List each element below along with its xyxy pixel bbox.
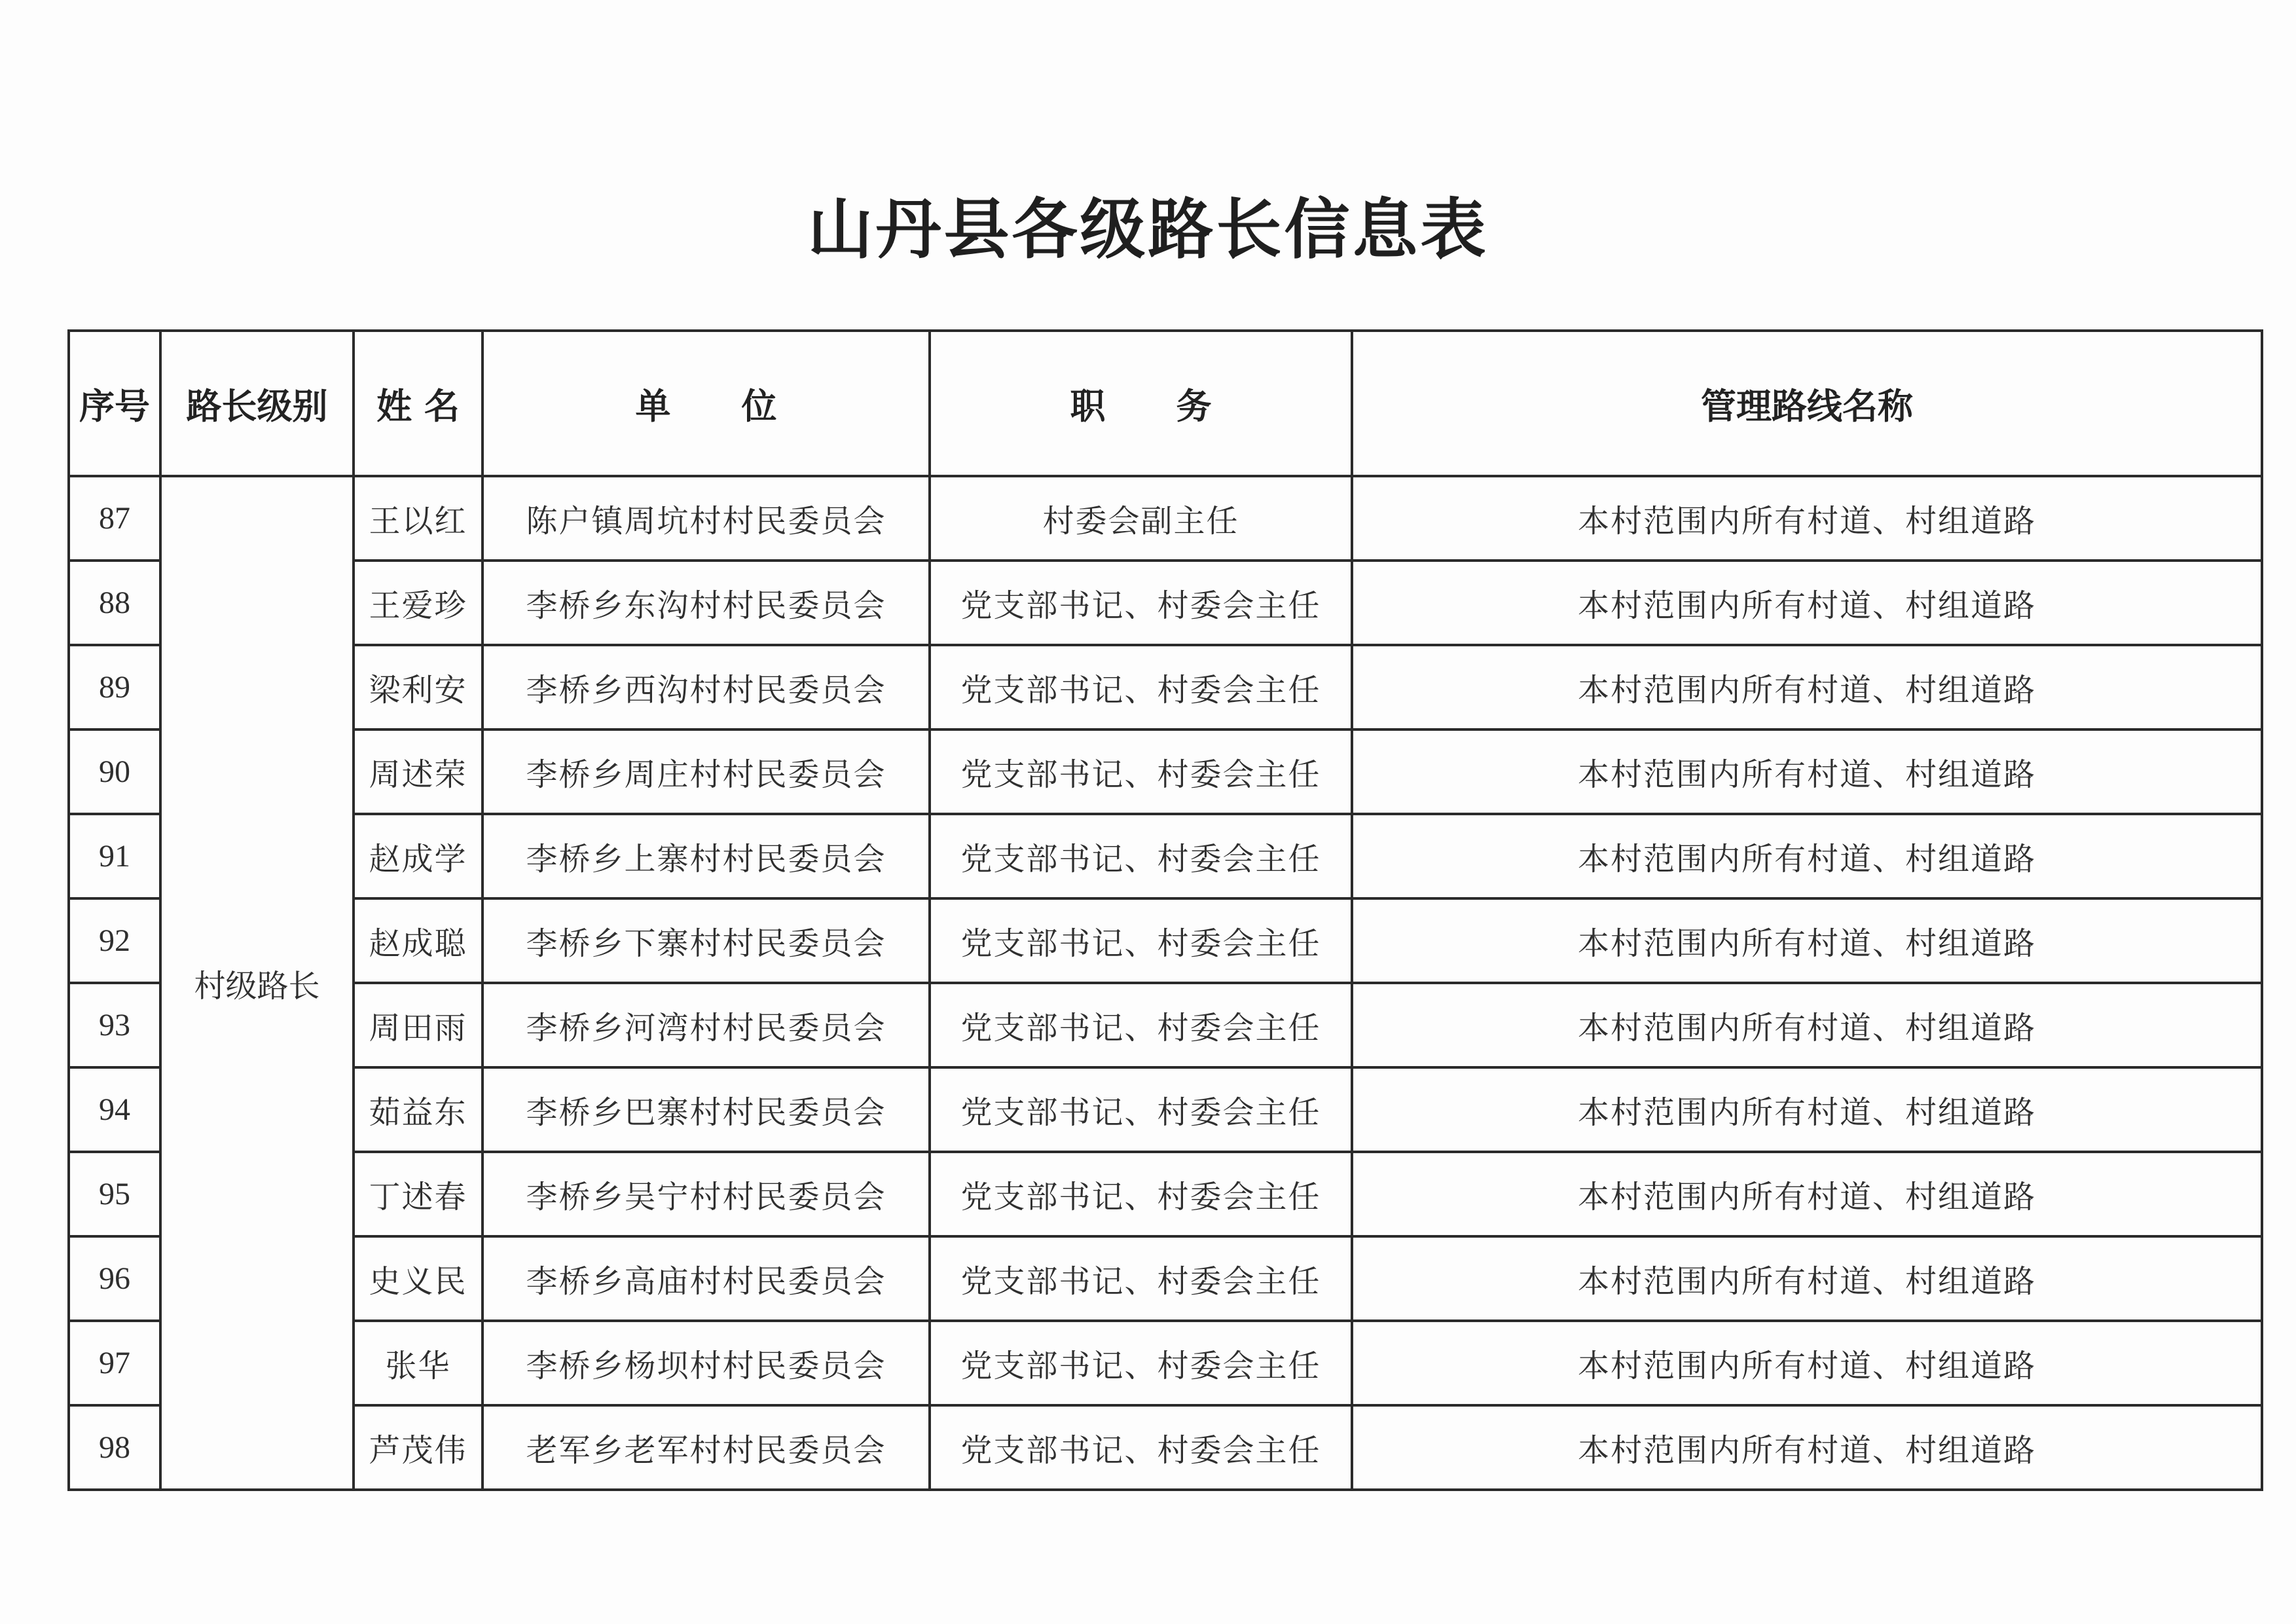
row-name: 赵成聪 bbox=[354, 898, 483, 983]
row-position: 党支部书记、村委会主任 bbox=[930, 645, 1352, 729]
road-chief-table bbox=[67, 329, 2263, 1491]
header-index: 序号 bbox=[69, 331, 160, 476]
row-unit: 李桥乡巴寨村村民委员会 bbox=[483, 1067, 930, 1152]
table-header-row bbox=[69, 331, 2262, 476]
row-position: 党支部书记、村委会主任 bbox=[930, 1152, 1352, 1236]
row-index: 88 bbox=[69, 561, 160, 645]
row-unit: 李桥乡河湾村村民委员会 bbox=[483, 983, 930, 1067]
row-routes: 本村范围内所有村道、村组道路 bbox=[1352, 1067, 2262, 1152]
table-row bbox=[69, 1321, 2262, 1405]
row-name: 王爱珍 bbox=[354, 561, 483, 645]
row-name: 王以红 bbox=[354, 476, 483, 561]
row-position: 党支部书记、村委会主任 bbox=[930, 1405, 1352, 1490]
row-routes: 本村范围内所有村道、村组道路 bbox=[1352, 1152, 2262, 1236]
row-routes: 本村范围内所有村道、村组道路 bbox=[1352, 1405, 2262, 1490]
row-name: 梁利安 bbox=[354, 645, 483, 729]
row-routes: 本村范围内所有村道、村组道路 bbox=[1352, 561, 2262, 645]
table-row bbox=[69, 1067, 2262, 1152]
row-routes: 本村范围内所有村道、村组道路 bbox=[1352, 983, 2262, 1067]
row-name: 茹益东 bbox=[354, 1067, 483, 1152]
row-name: 芦茂伟 bbox=[354, 1405, 483, 1490]
row-unit: 李桥乡吴宁村村民委员会 bbox=[483, 1152, 930, 1236]
row-routes: 本村范围内所有村道、村组道路 bbox=[1352, 476, 2262, 561]
row-index: 89 bbox=[69, 645, 160, 729]
row-unit: 李桥乡西沟村村民委员会 bbox=[483, 645, 930, 729]
table-row bbox=[69, 645, 2262, 729]
row-name: 周述荣 bbox=[354, 729, 483, 814]
row-unit: 李桥乡东沟村村民委员会 bbox=[483, 561, 930, 645]
header-position: 职 务 bbox=[930, 331, 1352, 476]
table-row bbox=[69, 561, 2262, 645]
table-row bbox=[69, 729, 2262, 814]
row-index: 87 bbox=[69, 476, 160, 561]
row-name: 张华 bbox=[354, 1321, 483, 1405]
table-row bbox=[69, 898, 2262, 983]
row-unit: 李桥乡高庙村村民委员会 bbox=[483, 1236, 930, 1321]
header-routes: 管理路线名称 bbox=[1352, 331, 2262, 476]
table-row bbox=[69, 476, 2262, 561]
table-row bbox=[69, 983, 2262, 1067]
row-index: 90 bbox=[69, 729, 160, 814]
table-row bbox=[69, 1152, 2262, 1236]
row-name: 丁述春 bbox=[354, 1152, 483, 1236]
row-index: 94 bbox=[69, 1067, 160, 1152]
row-name: 赵成学 bbox=[354, 814, 483, 898]
row-position: 党支部书记、村委会主任 bbox=[930, 814, 1352, 898]
row-position: 党支部书记、村委会主任 bbox=[930, 983, 1352, 1067]
row-index: 93 bbox=[69, 983, 160, 1067]
table-row bbox=[69, 1405, 2262, 1490]
table-row bbox=[69, 1236, 2262, 1321]
row-routes: 本村范围内所有村道、村组道路 bbox=[1352, 729, 2262, 814]
level-cell: 村级路长 bbox=[160, 476, 354, 1490]
row-position: 党支部书记、村委会主任 bbox=[930, 898, 1352, 983]
row-unit: 李桥乡下寨村村民委员会 bbox=[483, 898, 930, 983]
row-routes: 本村范围内所有村道、村组道路 bbox=[1352, 1236, 2262, 1321]
page-title: 山丹县各级路长信息表 bbox=[807, 191, 1489, 268]
row-position: 党支部书记、村委会主任 bbox=[930, 1236, 1352, 1321]
row-routes: 本村范围内所有村道、村组道路 bbox=[1352, 645, 2262, 729]
row-index: 91 bbox=[69, 814, 160, 898]
row-index: 92 bbox=[69, 898, 160, 983]
row-unit: 李桥乡杨坝村村民委员会 bbox=[483, 1321, 930, 1405]
row-unit: 李桥乡周庄村村民委员会 bbox=[483, 729, 930, 814]
table-row bbox=[69, 814, 2262, 898]
row-position: 党支部书记、村委会主任 bbox=[930, 561, 1352, 645]
header-name: 姓 名 bbox=[354, 331, 483, 476]
row-index: 95 bbox=[69, 1152, 160, 1236]
row-routes: 本村范围内所有村道、村组道路 bbox=[1352, 898, 2262, 983]
row-index: 98 bbox=[69, 1405, 160, 1490]
row-unit: 李桥乡上寨村村民委员会 bbox=[483, 814, 930, 898]
row-position: 村委会副主任 bbox=[930, 476, 1352, 561]
row-position: 党支部书记、村委会主任 bbox=[930, 729, 1352, 814]
row-position: 党支部书记、村委会主任 bbox=[930, 1321, 1352, 1405]
header-level: 路长级别 bbox=[160, 331, 354, 476]
row-unit: 老军乡老军村村民委员会 bbox=[483, 1405, 930, 1490]
row-index: 96 bbox=[69, 1236, 160, 1321]
row-position: 党支部书记、村委会主任 bbox=[930, 1067, 1352, 1152]
row-unit: 陈户镇周坑村村民委员会 bbox=[483, 476, 930, 561]
row-index: 97 bbox=[69, 1321, 160, 1405]
header-unit: 单 位 bbox=[483, 331, 930, 476]
row-name: 史义民 bbox=[354, 1236, 483, 1321]
row-name: 周田雨 bbox=[354, 983, 483, 1067]
row-routes: 本村范围内所有村道、村组道路 bbox=[1352, 1321, 2262, 1405]
row-routes: 本村范围内所有村道、村组道路 bbox=[1352, 814, 2262, 898]
